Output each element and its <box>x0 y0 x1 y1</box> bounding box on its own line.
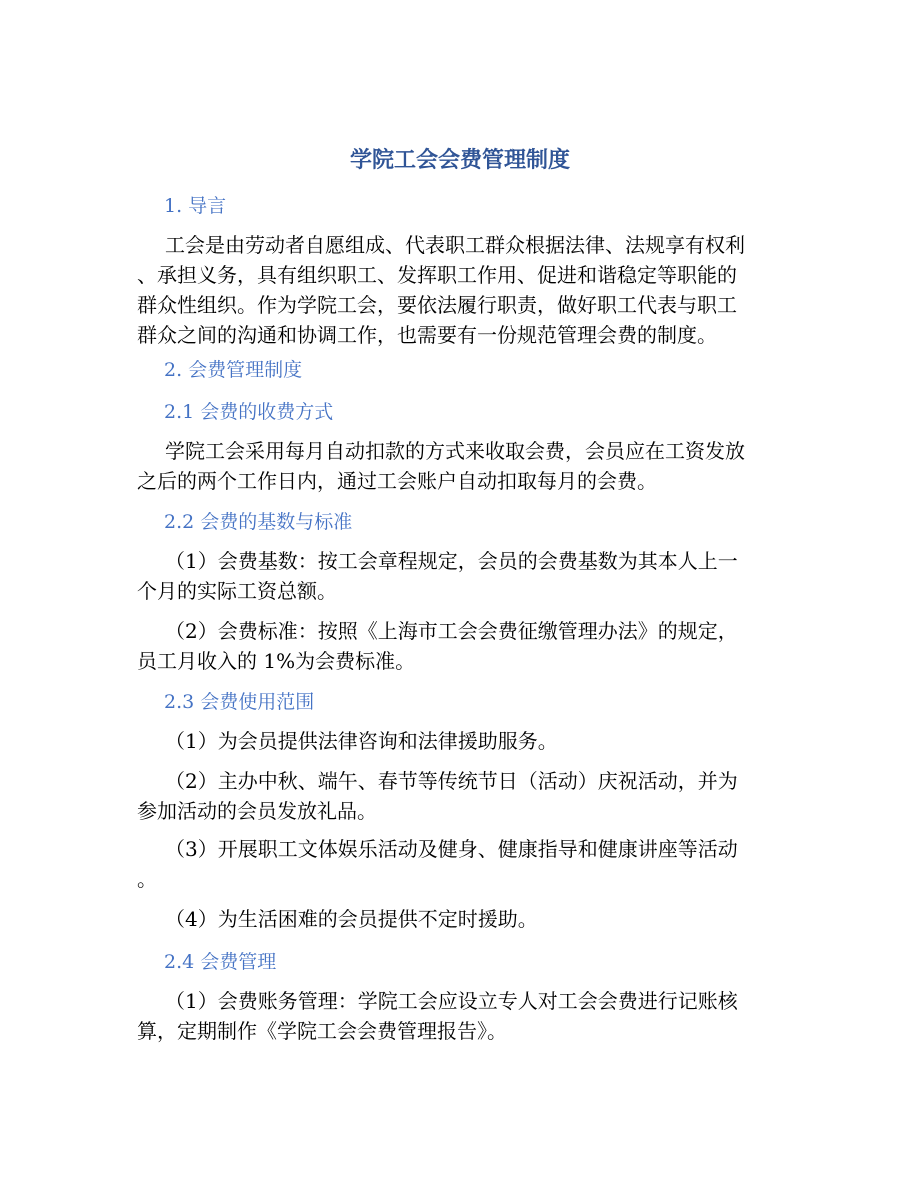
list-item-2-2-1: （1）会费基数：按工会章程规定，会员的会费基数为其本人上一 个月的实际工资总额。 <box>137 549 738 603</box>
list-item-2-3-3: （3）开展职工文体娱乐活动及健身、健康指导和健康讲座等活动 。 <box>137 837 738 891</box>
list-item-2-4-1: （1）会费账务管理：学院工会应设立专人对工会会费进行记账核 算，定期制作《学院工会会费管理报告》。 <box>137 989 738 1043</box>
heading-2-2: 2.2 会费的基数与标准 <box>164 511 353 533</box>
document-title: 学院工会会费管理制度 <box>349 147 570 173</box>
heading-fee-management-system: 2. 会费管理制度 <box>164 359 303 381</box>
list-item-2-2-2: （2）会费标准：按照《上海市工会会费征缴管理办法》的规定， 员工月收入的 1%为会费标准。 <box>137 619 738 673</box>
paragraph-intro: 工会是由劳动者自愿组成、代表职工群众根据法律、法规享有权利 、承担义务，具有组织职工、发挥职工作用、促进和谐稳定等职能的 群众性组织。作为学院工会，要依法履行职责，做好职工代表与职工 群众之间的沟通和协调工作，也需要有一份规范管理会费的制度。 <box>137 233 745 347</box>
list-item-2-3-2: （2）主办中秋、端午、春节等传统节日（活动）庆祝活动，并为 参加活动的会员发放礼品。 <box>137 769 738 823</box>
heading-2-4: 2.4 会费管理 <box>164 951 277 973</box>
list-item-2-3-1: （1）为会员提供法律咨询和法律援助服务。 <box>165 729 558 753</box>
heading-2-3: 2.3 会费使用范围 <box>164 691 315 713</box>
list-item-2-3-4: （4）为生活困难的会员提供不定时援助。 <box>165 907 538 931</box>
heading-intro: 1. 导言 <box>164 195 227 217</box>
heading-2-1: 2.1 会费的收费方式 <box>164 401 334 423</box>
paragraph-2-1: 学院工会采用每月自动扣款的方式来收取会费，会员应在工资发放 之后的两个工作日内，通过工会账户自动扣取每月的会费。 <box>137 439 745 493</box>
